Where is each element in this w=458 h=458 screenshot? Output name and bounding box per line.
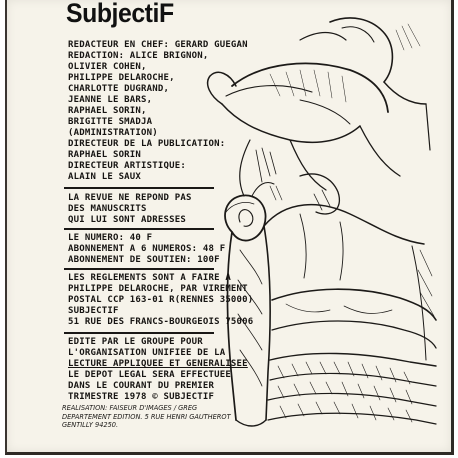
colophon-line: DIRECTEUR ARTISTIQUE: <box>68 161 186 171</box>
colophon-line: ALAIN LE SAUX <box>68 172 142 182</box>
legal-line: TRIMESTRE 1978 © SUBJECTIF <box>68 392 215 402</box>
colophon-staff <box>68 40 248 183</box>
legal-line: DANS LE COURANT DU PREMIER <box>68 381 215 391</box>
masthead-title: SubjectiF <box>66 0 174 28</box>
publisher-line: L'ORGANISATION UNIFIEE DE LA <box>68 348 226 358</box>
colophon-line: DIRECTEUR DE LA PUBLICATION: <box>68 139 226 149</box>
credits-line: GENTILLY 94250. <box>62 421 119 429</box>
legal-block <box>68 370 231 403</box>
publisher-line: EDITE PAR LE GROUPE POUR <box>68 337 203 347</box>
notice-line: DES MANUSCRITS <box>68 204 147 214</box>
colophon-line: RAPHAEL SORIN, <box>68 106 147 116</box>
divider <box>64 332 214 334</box>
pricing-block <box>68 233 225 266</box>
legal-line: LE DEPOT LEGAL SERA EFFECTUEE <box>68 370 231 380</box>
publisher-line: LECTURE APPLIQUEE ET GENERALISEE <box>68 359 248 369</box>
notice-line: QUI LUI SONT ADRESSES <box>68 215 186 225</box>
payment-line: LES REGLEMENTS SONT A FAIRE A <box>68 273 231 283</box>
payment-line: POSTAL CCP 163-01 R(RENNES 35000) <box>68 295 254 305</box>
notice-block <box>68 193 192 226</box>
price-line: LE NUMERO: 40 F <box>68 233 153 243</box>
colophon-line: CHARLOTTE DUGRAND, <box>68 84 170 94</box>
colophon-line: PHILIPPE DELAROCHE, <box>68 73 175 83</box>
price-line: ABONNEMENT A 6 NUMEROS: 48 F <box>68 244 226 254</box>
payment-line: SUBJECTIF <box>68 306 119 316</box>
colophon-line: (ADMINISTRATION) <box>68 128 158 138</box>
price-line: ABONNEMENT DE SOUTIEN: 100F <box>68 255 220 265</box>
colophon-line: REDACTION: ALICE BRIGNON, <box>68 51 209 61</box>
credits-line: REALISATION: FAISEUR D'IMAGES / GREG <box>62 404 198 412</box>
colophon-line: RAPHAEL SORIN <box>68 150 142 160</box>
credits-block <box>62 404 231 430</box>
colophon-line: REDACTEUR EN CHEF: GERARD GUEGAN <box>68 40 248 50</box>
divider <box>64 268 214 270</box>
payment-block <box>68 273 253 328</box>
divider <box>64 228 214 230</box>
credits-line: DEPARTEMENT EDITION. 5 RUE HENRI GAUTHEROT <box>62 412 231 421</box>
colophon-line: OLIVIER COHEN, <box>68 62 147 72</box>
colophon-line: JEANNE LE BARS, <box>68 95 153 105</box>
publisher-block <box>68 337 248 370</box>
payment-line: 51 RUE DES FRANCS-BOURGEOIS 75006 <box>68 317 254 327</box>
payment-line: PHILIPPE DELAROCHE, PAR VIREMENT <box>68 284 248 294</box>
notice-line: LA REVUE NE REPOND PAS <box>68 193 192 203</box>
divider <box>64 187 214 189</box>
colophon-line: BRIGITTE SMADJA <box>68 117 153 127</box>
